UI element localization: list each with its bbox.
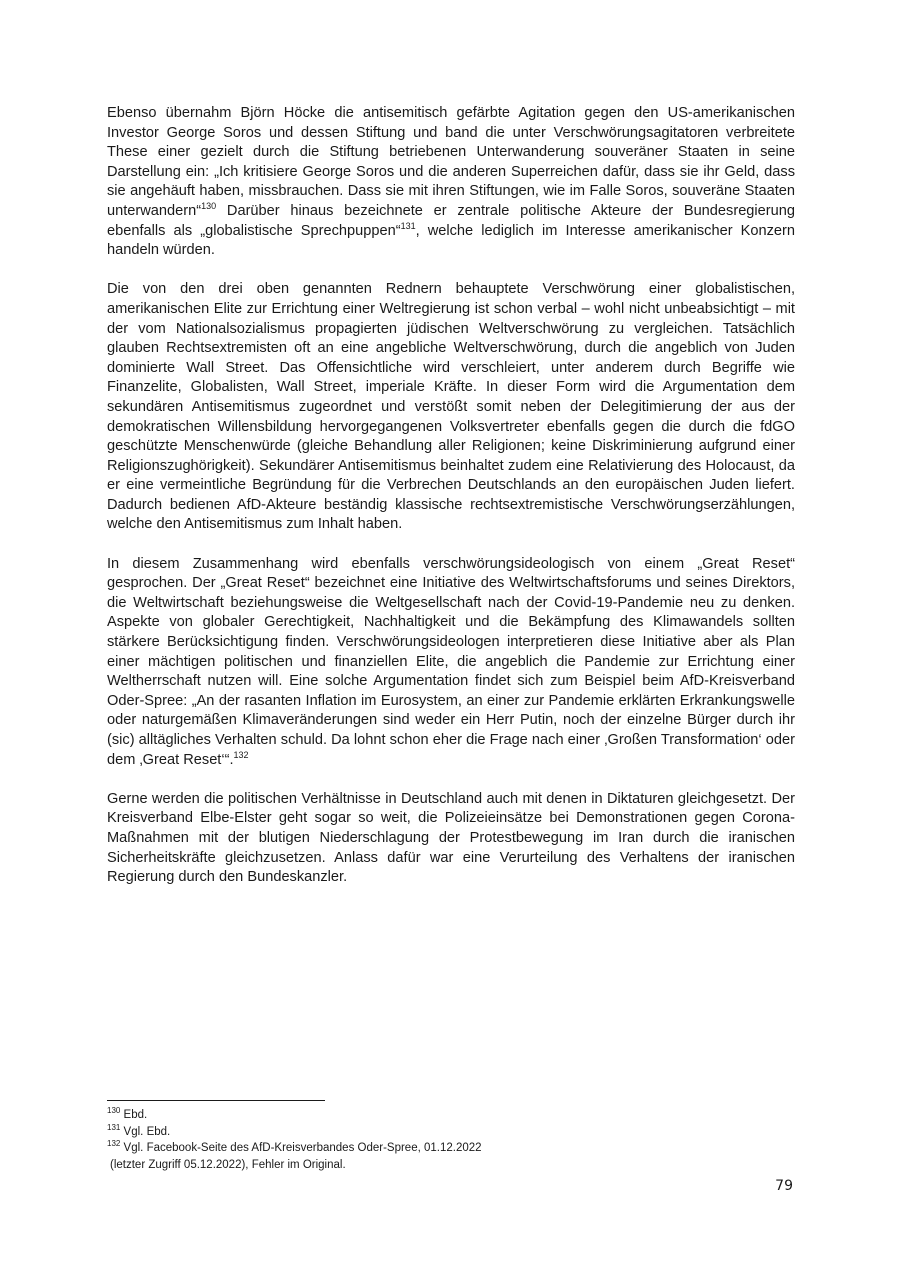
paragraph-weltverschwoerung: Die von den drei oben genannten Rednern behauptete Verschwörung einer globalistischen, amerikanischen Elite zur Errichtung einer Weltregierung ist schon verbal – wohl nicht unbeabsichtigt – mit der vom Nationalsozialismus propagierten jüdischen Weltverschwörung zu vergleichen. Tatsächlich glauben Rechtsextremisten oft an eine angebliche Weltverschwörung, durch die angeblich von Juden dominierte Wall Street. Das Offensichtliche wird verschleiert, unter anderem durch Begriffe wie Finanzelite, Globalisten, Wall Street, imperiale Kräfte. In dieser Form wird die Argumentation dem sekundären Antisemitismus zugeordnet und verstößt somit neben der Delegitimierung der aus der demokratischen Willensbildung hervorgegangenen Volksvertreter ebenfalls gegen die durch die fdGO geschützte Menschenwürde (gleiche Behandlung aller Religionen; keine Diskriminierung aufgrund einer Religionszughörigkeit). Sekundärer Antisemitismus beinhaltet zudem eine Relativierung des Holocaust, da er eine vermeintliche Begründung für die Verbrechen Deutschlands an den europäischen Juden liefert. Dadurch bedienen AfD-Akteure beständig klassische rechtsextremistische Verschwörungserzählungen, welche den Antisemitismus zum Inhalt haben. [107,281,795,533]
page-number: 79 [775,1178,793,1194]
footnote-132: $^{132}$ Vgl. Facebook-Seite des AfD-Kreisverbandes Oder-Spree, 01.12.2022 [107,1139,482,1154]
footnote-131: $^{131}$ Vgl. Ebd. [107,1122,171,1138]
paragraph-hoecke-soros: Ebenso übernahm Björn Höcke die antisemitisch gefärbte Agitation gegen den US-amerikanischen Investor George Soros und dessen Stiftung und band die unter Verschwörungsagitatoren verbreitete These einer gezielt durch die Stiftung betriebenen Unterwanderung souveräner Staaten in seine Darstellung ein: „Ich kritisiere George Soros und die anderen Superreichen dafür, dass sie ihr Geld, dass sie angehäuft haben, missbrauchen. Dass sie mit ihren Stiftungen, wie im Falle Soros, souveräne Staaten unterwandern“$^{130}$ Darüber hinaus bezeichnete er zentrale politische Akteure der Bundesregierung ebenfalls als „globalistische Sprechpuppen“$^{131}$, welche lediglich im Interesse amerikanischer Konzern handeln würden. [107,105,795,259]
footnote-ref-130[interactable]: 130 [201,201,217,212]
paragraph-great-reset: In diesem Zusammenhang wird ebenfalls verschwörungsideologisch von einem „Great Reset“ gesprochen. Der „Great Reset“ bezeichnet eine Initiative des Weltwirtschaftsforums und seines Direktors, die Weltwirtschaft beziehungsweise die Weltgesellschaft nach der Covid-19-Pandemie neu zu denken. Aspekte von globaler Gerechtigkeit, Nachhaltigkeit und die Bekämpfung des Klimawandels sollten stärkere Berücksichtigung finden. Verschwörungsideologen interpretieren diese Initiative aber als Plan einer mächtigen politischen und finanziellen Elite, die angeblich die Pandemie zur Errichtung einer Weltherrschaft nutzen will. Eine solche Argumentation findet sich zum Beispiel beim AfD-Kreisverband Oder-Spree: „An der rasanten Inflation im Eurosystem, an einer zur Pandemie erklärten Erkrankungswelle oder naturgemäßen Klimaveränderungen sind weder ein Herr Putin, noch der einzelne Bürger durch ihr (sic) alltägliches Verhalten schuld. Da lohnt schon eher die Frage nach einer ‚Großen Transformation‘ oder dem ‚Great Reset‘“.$^{132}$ [107,555,795,768]
footnote-ref-131[interactable]: 131 [400,220,416,231]
footnote-130: $^{130}$ Ebd. [107,1106,148,1121]
footnotes [107,1107,795,1173]
paragraph-diktaturen: Gerne werden die politischen Verhältnisse in Deutschland auch mit denen in Diktaturen gleichgesetzt. Der Kreisverband Elbe-Elster geht sogar so weit, die Polizeieinsätze bei Demonstrationen gegen Corona-Maßnahmen mit der blutigen Niederschlagung der Protestbewegung im Iran durch die iranischen Sicherheitskräfte gleichzusetzen. Anlass dafür war eine Verurteilung des Verhaltens der iranischen Regierung durch den Bundeskanzler. [107,790,795,886]
footnote-ref-132[interactable]: 132 [233,749,249,760]
body-text [107,104,795,907]
footnote-divider [107,1100,325,1101]
footnote-132-continued: (letzter Zugriff 05.12.2022), Fehler im Original. [110,1158,346,1171]
